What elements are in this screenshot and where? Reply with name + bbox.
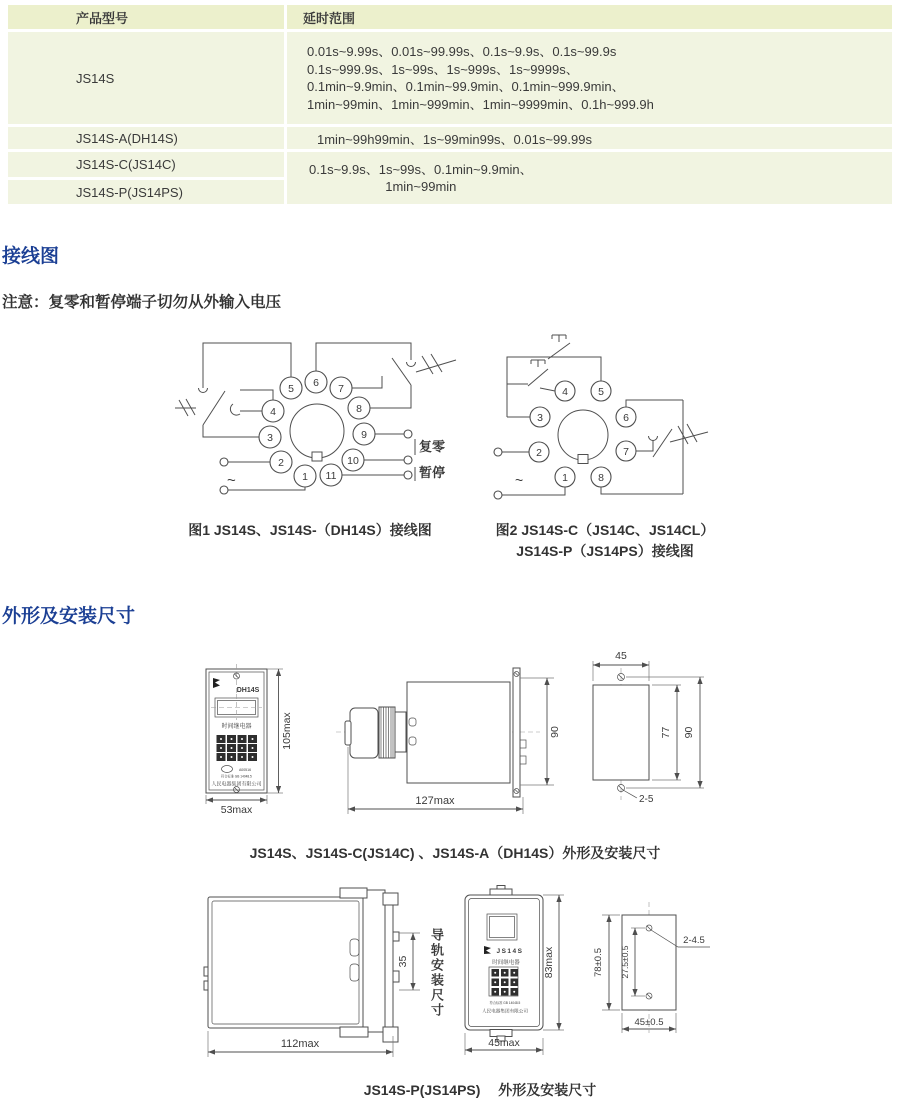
svg-text:5: 5 (598, 386, 604, 398)
svg-text:1: 1 (562, 472, 568, 484)
range-line: 0.01s~9.99s、0.01s~99.99s、0.1s~9.9s、0.1s~99.9s (307, 44, 617, 59)
mounting-flange (513, 668, 520, 797)
cert-line: 符合标准 GB 14048.5 (221, 774, 252, 779)
range-line: 0.1s~9.9s、1s~99s、0.1min~9.9min、 (309, 161, 533, 177)
socket-circle (290, 404, 344, 458)
keypad (489, 967, 518, 996)
pin-8 (591, 467, 611, 487)
dim-top: 45 (615, 650, 627, 662)
dimensions-caption-2: JS14S-P(JS14PS) 外形及安装尺寸 (363, 1082, 597, 1098)
model-cell: JS14S-P(JS14PS) (8, 180, 287, 204)
dimensions-caption-1: JS14S、JS14S-C(JS14C) 、JS14S-A（DH14S）外形及安装尺寸 (249, 845, 661, 861)
table-row (8, 152, 892, 177)
model-cell: JS14S-C(JS14C) (8, 152, 287, 177)
side-view (330, 645, 570, 820)
svg-text:7: 7 (338, 383, 344, 395)
pin-4 (555, 381, 575, 401)
holes-label: 2-4.5 (683, 935, 705, 946)
pin-1 (555, 467, 575, 487)
dim-inner: 77 (660, 726, 672, 739)
pin-10 (342, 449, 364, 471)
pin-2 (529, 442, 549, 462)
brand-label: DH14S (236, 687, 260, 694)
svg-text:5: 5 (288, 383, 294, 395)
pin-6 (616, 407, 636, 427)
socket-keyway (312, 452, 322, 461)
figure1-caption: 图1 JS14S、JS14S-（DH14S）接线图 (188, 522, 432, 538)
svg-text:3: 3 (537, 412, 543, 424)
wiring-figure-2 (490, 332, 710, 512)
relay-body (407, 682, 510, 783)
knob (350, 708, 378, 758)
panel-cutout-1 (580, 640, 750, 820)
wiring-figure-1 (170, 328, 460, 513)
pin-9 (353, 423, 375, 445)
dim-rail: 35 (397, 955, 409, 968)
table-row (8, 32, 892, 124)
pin-1 (294, 465, 316, 487)
model-cell: JS14S (8, 32, 287, 124)
terminal (404, 456, 412, 464)
ac-symbol: ~ (515, 472, 524, 488)
svg-text:2: 2 (536, 447, 542, 459)
terminal (494, 448, 502, 456)
dim-width: 112max (280, 1038, 320, 1050)
svg-text:11: 11 (325, 470, 337, 482)
svg-text:2: 2 (278, 457, 284, 469)
pin-3 (530, 407, 550, 427)
figure2-caption-line1: 图2 JS14S-C（JS14C、JS14CL） (495, 522, 715, 538)
pin-5 (280, 377, 302, 399)
rail-hook (393, 971, 399, 982)
dim-width: 45max (488, 1037, 520, 1049)
wiring-note: 注意：复零和暂停端子切勿从外输入电压 (2, 294, 282, 311)
pin-2 (270, 451, 292, 473)
dim-height: 83max (543, 946, 555, 979)
pin-4 (262, 400, 284, 422)
cert-code: A00516 (238, 768, 252, 772)
pin-7 (616, 441, 636, 461)
pin-8 (348, 397, 370, 419)
pin-5 (591, 381, 611, 401)
socket-keyway (578, 455, 588, 464)
rail-plate (385, 895, 393, 1033)
svg-text:7: 7 (623, 446, 629, 458)
reset-label: 复零 (419, 439, 446, 454)
terminal (220, 458, 228, 466)
svg-text:4: 4 (270, 406, 276, 418)
cutout-rect (593, 685, 649, 780)
pin-6 (305, 371, 327, 393)
svg-text:4: 4 (562, 386, 568, 398)
section-title-dimensions: 外形及安装尺寸 (2, 606, 136, 627)
header-model: 产品型号 (8, 5, 287, 29)
socket-circle (558, 410, 608, 460)
din-rail-side-view (190, 880, 455, 1065)
company-name: 人民电器集团有限公司 (211, 781, 262, 788)
ribbed-collar (379, 707, 395, 758)
front-view-dh14s (195, 650, 310, 815)
range-line: 1min~99min、1min~999min、1min~9999min、0.1h~999.9h (307, 96, 654, 112)
brand-label: JS14S (496, 948, 524, 955)
cert-line: 符合标准 GB 14048.5 (489, 1001, 521, 1005)
panel-cutout-2 (590, 890, 770, 1060)
svg-text:1: 1 (302, 471, 308, 483)
figure2-caption (480, 520, 730, 562)
relay-body (208, 897, 363, 1028)
dim-left: 78±0.5 (593, 948, 604, 977)
pin-3 (259, 426, 281, 448)
section-title-wiring: 接线图 (2, 246, 60, 267)
table-header-row (8, 5, 892, 29)
svg-text:10: 10 (347, 455, 359, 467)
terminal (404, 471, 412, 479)
dim-inner: 27.5±0.5 (620, 945, 630, 979)
socket-flange (363, 890, 385, 1032)
product-spec-table (8, 2, 892, 207)
dim-width: 53max (220, 804, 253, 816)
range-cell (287, 32, 892, 124)
range-cell-merged (287, 152, 892, 204)
terminal (494, 491, 502, 499)
pin-7 (330, 377, 352, 399)
rail-hook (393, 932, 399, 941)
svg-text:9: 9 (361, 429, 367, 441)
pause-label: 暂停 (419, 465, 446, 480)
dim-outer: 90 (683, 726, 695, 739)
svg-text:8: 8 (598, 472, 604, 484)
model-cell: JS14S-A(DH14S) (8, 127, 287, 149)
svg-text:8: 8 (356, 403, 362, 415)
header-delay-range: 延时范围 (287, 5, 892, 29)
svg-text:3: 3 (267, 432, 273, 444)
svg-text:6: 6 (623, 412, 629, 424)
device-title: 时间继电器 (221, 724, 252, 730)
device-title: 时间继电器 (492, 960, 520, 966)
dim-width: 127max (415, 795, 455, 807)
table-row (8, 127, 892, 149)
rail-mounting-label: 导轨安装尺寸 (429, 928, 444, 1018)
range-cell: 1min~99h99min、1s~99min99s、0.01s~99.99s (287, 127, 892, 149)
dim-height: 105max (281, 712, 293, 750)
range-line: 0.1min~9.9min、0.1min~99.9min、0.1min~999.9min、 (307, 79, 625, 94)
dim-height: 90 (549, 726, 561, 738)
dim-bottom: 45±0.5 (634, 1017, 664, 1028)
terminal (404, 430, 412, 438)
company-name: 人民电器集团有限公司 (482, 1008, 528, 1014)
front-view-js14sp (455, 880, 580, 1065)
range-line: 0.1s~999.9s、1s~99s、1s~999s、1s~9999s、 (307, 61, 579, 77)
figure2-caption-line2: JS14S-P（JS14PS）接线图 (516, 543, 694, 559)
holes-label: 2-5 (639, 794, 654, 805)
range-line: 1min~99min (385, 179, 457, 194)
svg-text:6: 6 (313, 377, 319, 389)
pin-11 (320, 464, 342, 486)
ac-symbol: ~ (227, 472, 236, 489)
